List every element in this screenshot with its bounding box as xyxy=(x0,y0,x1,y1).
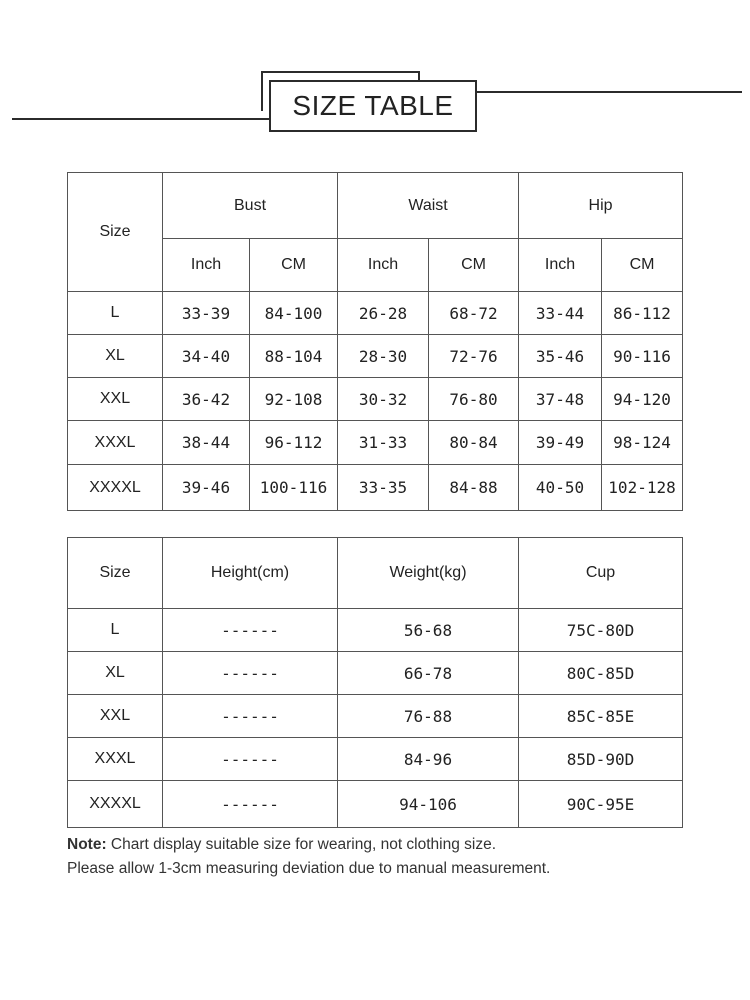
table-row xyxy=(68,465,683,511)
weight-cell: 66-78 xyxy=(338,652,519,695)
table-header-row xyxy=(68,173,683,239)
fit-table xyxy=(67,537,683,828)
note-line-2 xyxy=(67,860,550,878)
title-rule-right xyxy=(476,91,742,93)
waist-inch-cell: 33-35 xyxy=(338,465,429,511)
page-title xyxy=(269,80,477,132)
hip-inch-cell: 39-49 xyxy=(519,421,602,465)
size-cell: XXL xyxy=(68,695,163,738)
table-row xyxy=(68,781,683,828)
header-cup: Cup xyxy=(519,538,683,609)
cup-cell: 85D-90D xyxy=(519,738,683,781)
weight-cell: 94-106 xyxy=(338,781,519,828)
measurement-table xyxy=(67,172,683,511)
height-cell: ------ xyxy=(163,609,338,652)
cup-cell: 75C-80D xyxy=(519,609,683,652)
bust-cm-cell: 92-108 xyxy=(250,378,338,421)
subheader-bust-cm: CM xyxy=(250,239,338,292)
hip-cm-cell: 94-120 xyxy=(602,378,683,421)
table-row xyxy=(68,738,683,781)
bust-cm-cell: 88-104 xyxy=(250,335,338,378)
header-weight: Weight(kg) xyxy=(338,538,519,609)
size-cell: L xyxy=(68,292,163,335)
hip-inch-cell: 33-44 xyxy=(519,292,602,335)
bust-cm-cell: 96-112 xyxy=(250,421,338,465)
header-bust: Bust xyxy=(163,173,338,239)
hip-inch-cell: 40-50 xyxy=(519,465,602,511)
waist-cm-cell: 84-88 xyxy=(429,465,519,511)
page-title-text: SIZE TABLE xyxy=(292,90,454,121)
waist-inch-cell: 26-28 xyxy=(338,292,429,335)
waist-inch-cell: 30-32 xyxy=(338,378,429,421)
size-cell: XXXXL xyxy=(68,465,163,511)
header-height: Height(cm) xyxy=(163,538,338,609)
height-cell: ------ xyxy=(163,695,338,738)
height-cell: ------ xyxy=(163,738,338,781)
weight-cell: 56-68 xyxy=(338,609,519,652)
size-cell: XXXL xyxy=(68,738,163,781)
header-size: Size xyxy=(68,538,163,609)
table-row xyxy=(68,335,683,378)
waist-cm-cell: 80-84 xyxy=(429,421,519,465)
header-size: Size xyxy=(68,173,163,292)
bust-inch-cell: 38-44 xyxy=(163,421,250,465)
subheader-hip-cm: CM xyxy=(602,239,683,292)
weight-cell: 84-96 xyxy=(338,738,519,781)
waist-inch-cell: 28-30 xyxy=(338,335,429,378)
hip-inch-cell: 37-48 xyxy=(519,378,602,421)
hip-cm-cell: 86-112 xyxy=(602,292,683,335)
hip-cm-cell: 90-116 xyxy=(602,335,683,378)
size-cell: L xyxy=(68,609,163,652)
bust-cm-cell: 100-116 xyxy=(250,465,338,511)
bust-inch-cell: 33-39 xyxy=(163,292,250,335)
table-row xyxy=(68,609,683,652)
subheader-waist-inch: Inch xyxy=(338,239,429,292)
table-row xyxy=(68,292,683,335)
table-row xyxy=(68,421,683,465)
note-text-1: Chart display suitable size for wearing, not clothing size. xyxy=(110,836,497,853)
header-waist: Waist xyxy=(338,173,519,239)
subheader-hip-inch: Inch xyxy=(519,239,602,292)
size-cell: XXXL xyxy=(68,421,163,465)
hip-inch-cell: 35-46 xyxy=(519,335,602,378)
bust-cm-cell: 84-100 xyxy=(250,292,338,335)
header-hip: Hip xyxy=(519,173,683,239)
title-rule-left xyxy=(12,118,270,120)
cup-cell: 90C-95E xyxy=(519,781,683,828)
hip-cm-cell: 98-124 xyxy=(602,421,683,465)
bust-inch-cell: 36-42 xyxy=(163,378,250,421)
note-text-2: Please allow 1-3cm measuring deviation due to manual measurement. xyxy=(67,860,551,877)
hip-cm-cell: 102-128 xyxy=(602,465,683,511)
height-cell: ------ xyxy=(163,652,338,695)
bust-inch-cell: 39-46 xyxy=(163,465,250,511)
subheader-waist-cm: CM xyxy=(429,239,519,292)
size-cell: XL xyxy=(68,335,163,378)
size-cell: XXL xyxy=(68,378,163,421)
bust-inch-cell: 34-40 xyxy=(163,335,250,378)
table-row xyxy=(68,695,683,738)
waist-cm-cell: 72-76 xyxy=(429,335,519,378)
table-row xyxy=(68,378,683,421)
table-row xyxy=(68,652,683,695)
size-cell: XL xyxy=(68,652,163,695)
waist-inch-cell: 31-33 xyxy=(338,421,429,465)
waist-cm-cell: 68-72 xyxy=(429,292,519,335)
note-label: Note: xyxy=(67,836,107,853)
cup-cell: 80C-85D xyxy=(519,652,683,695)
cup-cell: 85C-85E xyxy=(519,695,683,738)
subheader-bust-inch: Inch xyxy=(163,239,250,292)
weight-cell: 76-88 xyxy=(338,695,519,738)
size-cell: XXXXL xyxy=(68,781,163,828)
table-header-row xyxy=(68,538,683,609)
note-line-1 xyxy=(67,836,496,854)
height-cell: ------ xyxy=(163,781,338,828)
waist-cm-cell: 76-80 xyxy=(429,378,519,421)
